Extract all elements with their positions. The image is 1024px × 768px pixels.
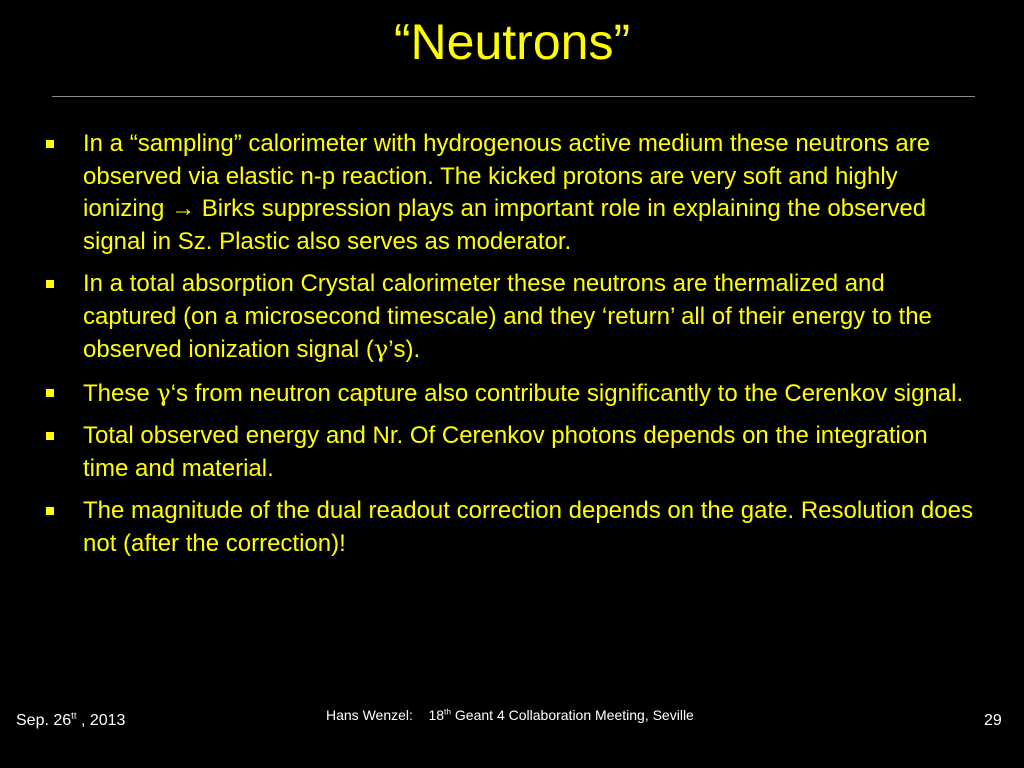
- square-bullet-icon: [46, 507, 54, 515]
- page-number: 29: [984, 712, 1002, 729]
- bullet-text: Total observed energy and Nr. Of Cerenkov photons depends on the integration time and material.: [83, 422, 928, 482]
- bullet-list: [46, 128, 976, 570]
- footer-meeting: Geant 4 Collaboration Meeting, Seville: [451, 707, 694, 723]
- footer-date-superscript: tt: [71, 710, 77, 722]
- footer-meeting-superscript: th: [444, 706, 452, 717]
- slide-title: “Neutrons”: [393, 14, 631, 70]
- bullet-item-2: [46, 268, 976, 367]
- bullet-text-part: In a total absorption Crystal calorimeter these neutrons are thermalized and captured (on a microsecond timescale) and they ‘return’ all of their energy to the observed ionization signal (: [83, 270, 932, 363]
- bullet-item-1: [46, 128, 976, 258]
- bullet-text-part: Birks suppression plays an important role in explaining the observed signal in Sz. Plastic also serves as moderator.: [83, 195, 927, 255]
- square-bullet-icon: [46, 140, 54, 148]
- footer-meeting-info: [326, 706, 694, 724]
- bullet-item-5: [46, 495, 976, 560]
- bullet-text: The magnitude of the dual readout correction depends on the gate. Resolution does not (after the correction)!: [83, 497, 973, 557]
- bullet-text-part: ’s).: [388, 336, 421, 363]
- footer-author: Hans Wenzel: 18: [326, 707, 445, 723]
- gamma-symbol: γ: [156, 378, 171, 407]
- gamma-symbol: γ: [373, 335, 389, 363]
- bullet-item-3: [46, 377, 976, 411]
- square-bullet-icon: [46, 280, 54, 288]
- bullet-text-part: ‘s from neutron capture also contribute significantly to the Cerenkov signal.: [170, 379, 964, 407]
- bullet-text-part: In a “sampling” calorimeter with hydrogenous active medium these neutrons are observed via elastic n-p reaction. The kicked protons are very soft and highly ionizing: [83, 130, 931, 222]
- footer-date-prefix: Sep. 26: [16, 712, 72, 729]
- bullet-item-4: [46, 420, 976, 485]
- square-bullet-icon: [46, 389, 54, 397]
- square-bullet-icon: [46, 432, 54, 440]
- arrow-right-icon: →: [171, 195, 196, 222]
- title-divider: [52, 96, 975, 97]
- bullet-text-part: These: [83, 379, 157, 407]
- footer-date: [16, 711, 125, 731]
- footer-date-suffix: , 2013: [76, 712, 126, 729]
